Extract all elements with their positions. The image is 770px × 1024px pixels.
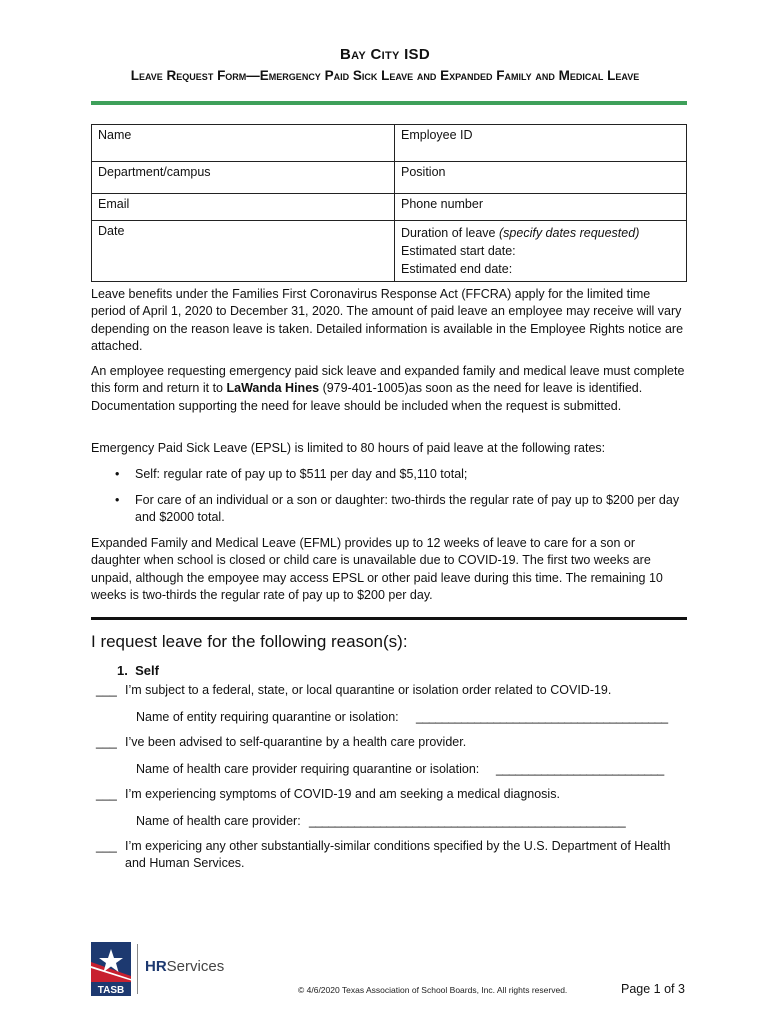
- self-label: Self: [135, 663, 159, 678]
- name-field[interactable]: Name: [92, 125, 395, 162]
- employee-info-table: [91, 124, 687, 282]
- reason-3-field-label: Name of health care provider:: [136, 814, 301, 828]
- reason-1-field-input[interactable]: _______________________________________: [416, 710, 668, 724]
- employee-id-field[interactable]: Employee ID: [395, 125, 687, 162]
- self-number: 1.: [117, 663, 128, 678]
- epsl-paragraph: Emergency Paid Sick Leave (EPSL) is limited to 80 hours of paid leave at the following rates:: [91, 441, 606, 455]
- reason-2-field-input[interactable]: __________________________: [496, 762, 664, 776]
- reason-4-text: I’m expericing any other substantially-similar conditions specified by the U.S. Department of Health and Human Services.: [125, 839, 671, 871]
- district-title: Bay City ISD: [340, 46, 430, 63]
- estimated-start-label: Estimated start date:: [401, 244, 516, 258]
- estimated-end-label: Estimated end date:: [401, 262, 513, 276]
- instructions-text-a: An employee requesting emergency paid sick leave and expanded family and medical leave must complete this form and return it to: [91, 364, 685, 396]
- reason-3-checkbox[interactable]: ___: [96, 787, 117, 801]
- hr-brand-rest: Services: [166, 958, 225, 975]
- department-field[interactable]: Department/campus: [92, 162, 395, 194]
- ffcra-paragraph: Leave benefits under the Families First Coronavirus Response Act (FFCRA) apply for the limited time period of April 1, 2020 to December 31, 2020. The amount of paid leave an employee may receive will vary depending on the reason leave is taken. Detailed information is available in the Employee Rights notice are attached.: [91, 287, 684, 353]
- bullet-icon: •: [115, 493, 120, 507]
- reason-4-checkbox[interactable]: ___: [96, 839, 117, 853]
- tasb-logo: [91, 942, 135, 996]
- page-number: Page 1 of 3: [621, 982, 685, 996]
- duration-label: Duration of leave: [401, 226, 496, 240]
- reason-3-field-input[interactable]: _________________________________________________: [309, 814, 626, 828]
- footer-logo-divider: [137, 944, 138, 994]
- logo-text: TASB: [97, 985, 125, 996]
- duration-note: (specify dates requested): [499, 226, 640, 240]
- title-divider: [91, 101, 687, 105]
- section-divider: [91, 617, 687, 620]
- reason-3-text: I’m experiencing symptoms of COVID-19 and am seeking a medical diagnosis.: [125, 787, 560, 801]
- reason-1-text: I’m subject to a federal, state, or local quarantine or isolation order related to COVID-19.: [125, 683, 612, 697]
- phone-field[interactable]: Phone number: [395, 194, 687, 221]
- position-field[interactable]: Position: [395, 162, 687, 194]
- date-field[interactable]: Date: [92, 221, 395, 282]
- hr-services-brand: [145, 958, 224, 975]
- instructions-text-b: (979-401-1005)as soon as the need for leave is identified. Documentation supporting the need for leave should be included when the request is submitted.: [91, 381, 643, 413]
- hr-brand-bold: HR: [145, 958, 167, 975]
- instructions-paragraph: [91, 363, 687, 415]
- reason-2-field-label: Name of health care provider requiring quarantine or isolation:: [136, 762, 480, 776]
- form-title: Leave Request Form—Emergency Paid Sick Leave and Expanded Family and Medical Leave: [130, 68, 640, 83]
- bullet-care-rate: For care of an individual or a son or daughter: two-thirds the regular rate of pay up to $200 per day and $2000 total.: [135, 493, 680, 525]
- reasons-heading: I request leave for the following reason(s):: [91, 632, 408, 651]
- reason-2-checkbox[interactable]: ___: [96, 735, 117, 749]
- hr-contact-name: LaWanda Hines: [226, 381, 320, 396]
- email-field[interactable]: Email: [92, 194, 395, 221]
- bullet-self-rate: Self: regular rate of pay up to $511 per day and $5,110 total;: [135, 467, 468, 481]
- bullet-icon: •: [115, 467, 120, 481]
- reason-2-text: I’ve been advised to self-quarantine by a health care provider.: [125, 735, 467, 749]
- efml-paragraph: Expanded Family and Medical Leave (EFML) provides up to 12 weeks of leave to care for a son or daughter when school is closed or child care is unavailable due to COVID-19. The first two weeks are unpaid, although the empoyee may access EPSL or other paid leave during this time. The remaining 10 weeks is two-thirds the regular rate of pay up to $200 per day.: [91, 536, 663, 602]
- duration-field[interactable]: [395, 221, 687, 282]
- self-subheading: [117, 663, 159, 678]
- copyright: © 4/6/2020 Texas Association of School Boards, Inc. All rights reserved.: [298, 985, 568, 995]
- reason-1-checkbox[interactable]: ___: [96, 683, 117, 697]
- reason-1-field-label: Name of entity requiring quarantine or isolation:: [136, 710, 399, 724]
